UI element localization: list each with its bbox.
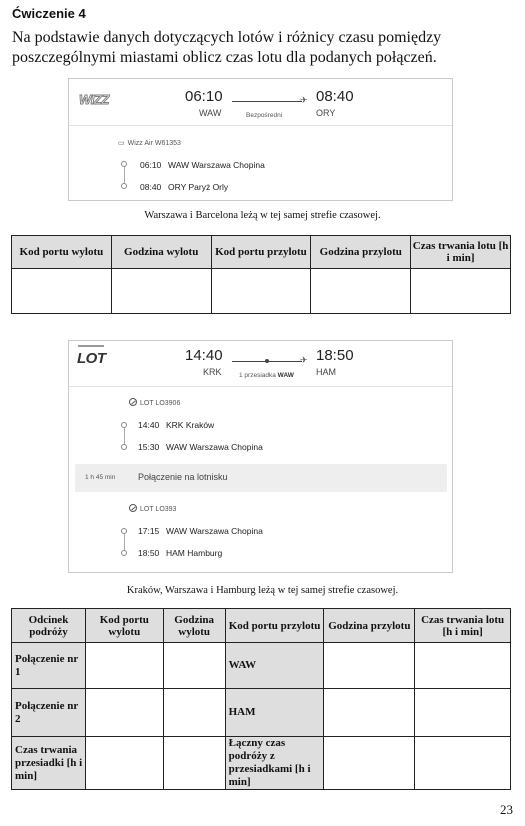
- header-arr-code: Kod portu przylotu: [211, 236, 311, 269]
- answer-cell[interactable]: [415, 643, 511, 689]
- row-label-connection-1: Połączenie nr 1: [12, 643, 86, 689]
- caption-2: Kraków, Warszawa i Hamburg leżą w tej samej strefie czasowej.: [126, 585, 399, 596]
- answer-cell[interactable]: [311, 269, 411, 314]
- lot-crane-icon: [129, 504, 137, 512]
- answer-cell[interactable]: [12, 269, 112, 314]
- answer-cell[interactable]: [411, 269, 511, 314]
- page-number: 23: [500, 802, 513, 817]
- flight-number: ▭ Wizz Air W61353: [118, 140, 181, 147]
- route-line: [232, 101, 302, 102]
- plane-icon: ✈: [300, 95, 308, 105]
- answer-cell[interactable]: [163, 737, 225, 790]
- flight-summary: [69, 79, 452, 126]
- answer-cell[interactable]: [324, 737, 415, 790]
- plane-icon: ✈: [300, 355, 308, 365]
- answer-cell[interactable]: [324, 643, 415, 689]
- segment-1-departure: 14:40 KRK Kraków: [138, 420, 215, 430]
- header-arr-time: Godzina przylotu: [311, 236, 411, 269]
- departure-time: 14:40: [185, 347, 223, 364]
- row2-arrival-code: HAM: [225, 689, 324, 737]
- row-label-total-time: Łączny czas podróży z przesiadkami [h i min]: [225, 737, 324, 790]
- flight-card-wizz: [68, 78, 453, 201]
- connection-duration: 1 h 45 min: [85, 474, 116, 481]
- arrival-code: ORY: [316, 108, 336, 118]
- instruction-text: Na podstawie danych dotyczących lotów i różnicy czasu pomiędzy poszczególnymi miastami oblicz czas lotu dla podanych połączeń.: [12, 29, 442, 66]
- connection-label: Połączenie na lotnisku: [138, 472, 228, 482]
- route-label: Bezpośredni: [246, 112, 283, 119]
- departure-code: WAW: [199, 108, 222, 118]
- answer-table-1: [11, 235, 511, 314]
- header-dep-time: Godzina wylotu: [163, 609, 225, 643]
- answer-cell[interactable]: [415, 737, 511, 790]
- answer-cell[interactable]: [111, 269, 211, 314]
- row-label-connection-2: Połączenie nr 2: [12, 689, 86, 737]
- timeline-line: [124, 534, 125, 551]
- header-duration: Czas trwania lotu [h i min]: [411, 236, 511, 269]
- header-dep-time: Godzina wylotu: [111, 236, 211, 269]
- answer-cell[interactable]: [85, 643, 163, 689]
- flight-summary: [69, 341, 452, 387]
- departure-code: KRK: [203, 367, 222, 377]
- flight-number-2: LOT LO393: [129, 504, 176, 513]
- answer-cell[interactable]: [415, 689, 511, 737]
- answer-cell[interactable]: [163, 643, 225, 689]
- header-duration: Czas trwania lotu [h i min]: [415, 609, 511, 643]
- answer-cell[interactable]: [163, 689, 225, 737]
- arrival-time: 08:40: [316, 88, 354, 105]
- row-label-transfer-time: Czas trwania przesiadki [h i min]: [12, 737, 86, 790]
- arrival-time: 18:50: [316, 347, 354, 364]
- caption-1: Warszawa i Barcelona leżą w tej samej strefie czasowej.: [144, 210, 381, 221]
- arrival-marker-icon: [121, 444, 127, 450]
- lot-logo: LOT: [77, 350, 106, 367]
- connection-bar: [75, 464, 447, 492]
- answer-table-2: [11, 608, 511, 790]
- answer-cell[interactable]: [85, 689, 163, 737]
- segment-2-arrival: 18:50 HAM Hamburg: [138, 548, 223, 558]
- timeline-line: [124, 167, 125, 184]
- timeline-line: [124, 428, 125, 445]
- header-segment: Odcinek podróży: [12, 609, 86, 643]
- wizz-air-logo: WIZZ: [79, 92, 109, 107]
- exercise-title: Ćwiczenie 4: [12, 6, 86, 21]
- segment-2-departure: 17:15 WAW Warszawa Chopina: [138, 526, 263, 536]
- answer-cell[interactable]: [211, 269, 311, 314]
- segment-arrival: 08:40 ORY Paryż Orly: [140, 182, 229, 192]
- row1-arrival-code: WAW: [225, 643, 324, 689]
- arrival-marker-icon: [121, 183, 127, 189]
- answer-cell[interactable]: [324, 689, 415, 737]
- departure-time: 06:10: [185, 88, 223, 105]
- flight-card-lot: [68, 340, 453, 573]
- header-dep-code: Kod portu wylotu: [12, 236, 112, 269]
- stop-dot-icon: [265, 359, 269, 363]
- flight-number-1: LOT LO3906: [129, 398, 180, 407]
- header-arr-time: Godzina przylotu: [324, 609, 415, 643]
- arrival-code: HAM: [316, 367, 336, 377]
- arrival-marker-icon: [121, 550, 127, 556]
- segment-1-arrival: 15:30 WAW Warszawa Chopina: [138, 442, 263, 452]
- lot-crane-icon: [129, 398, 137, 406]
- header-dep-code: Kod portu wylotu: [85, 609, 163, 643]
- header-arr-code: Kod portu przylotu: [225, 609, 324, 643]
- airline-icon: ▭: [118, 140, 125, 147]
- segment-departure: 06:10 WAW Warszawa Chopina: [140, 160, 265, 170]
- route-label: 1 przesiadka WAW: [239, 372, 294, 379]
- answer-cell[interactable]: [85, 737, 163, 790]
